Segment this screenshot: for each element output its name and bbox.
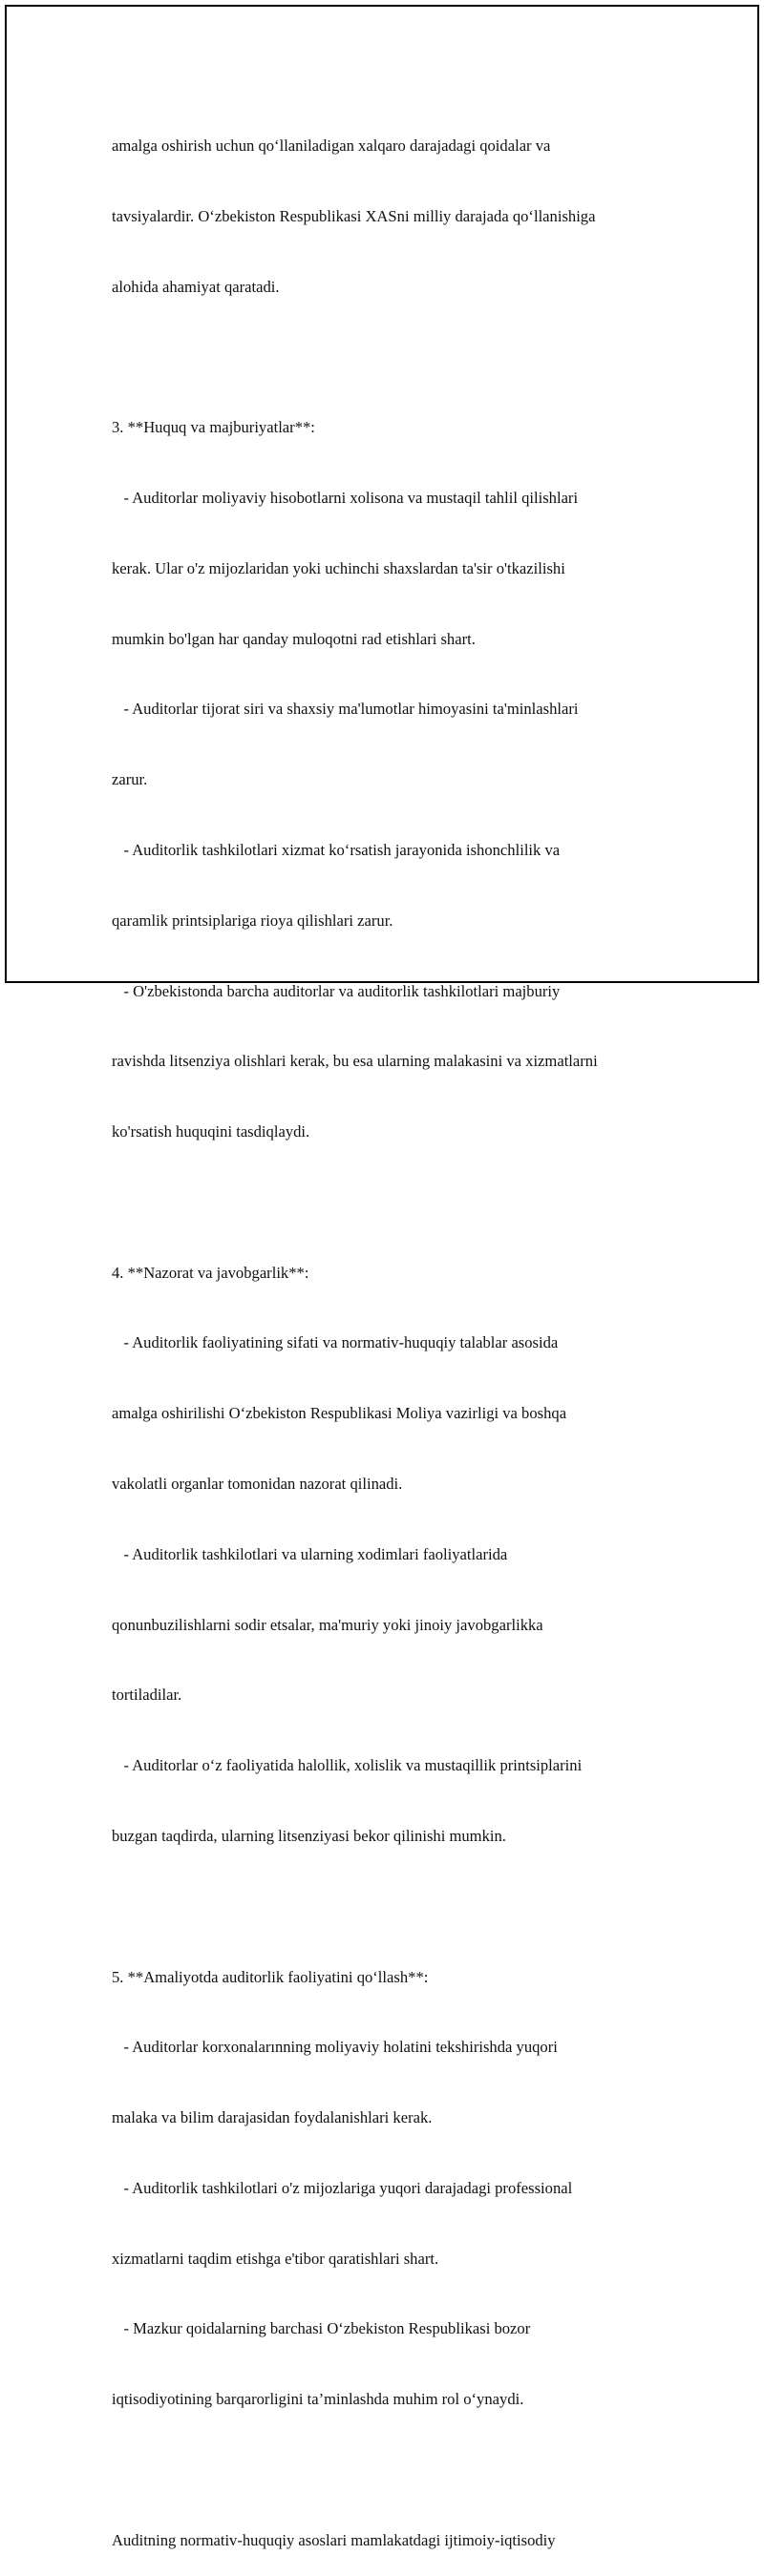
section-heading: 3. **Huquq va majburiyatlar**: xyxy=(112,418,315,437)
section-heading: 4. **Nazorat va javobgarlik**: xyxy=(112,1263,309,1282)
text-line: - Mazkur qoidalarning barchasi O‘zbekiston Respublikasi bozor xyxy=(112,2319,531,2338)
text-line: tortiladilar. xyxy=(112,1686,182,1705)
blank-line xyxy=(112,1895,675,1919)
text-line: mumkin bo'lgan har qanday muloqotni rad etishlari shart. xyxy=(112,629,476,648)
section-heading: 5. **Amaliyotda auditorlik faoliyatini qo‘llash**: xyxy=(112,1967,429,1986)
text-line: - Auditorlar korxonalarınning moliyaviy holatini tekshirishda yuqori xyxy=(112,2038,558,2057)
text-line: zarur. xyxy=(112,770,148,789)
blank-line xyxy=(112,346,675,370)
text-line: vakolatli organlar tomonidan nazorat qilinadi. xyxy=(112,1475,403,1494)
text-line: ko'rsatish huquqini tasdiqlaydi. xyxy=(112,1122,310,1141)
text-line: tavsiyalardir. O‘zbekiston Respublikasi XASni milliy darajada qo‘llanishiga xyxy=(112,206,596,225)
text-line: iqtisodiyotining barqarorligini ta’minlashda muhim rol o‘ynaydi. xyxy=(112,2390,524,2409)
text-line: buzgan taqdirda, ularning litsenziyasi bekor qilinishi mumkin. xyxy=(112,1826,506,1845)
text-line: alohida ahamiyat qaratadi. xyxy=(112,277,280,296)
text-line: qaramlik printsiplariga rioya qilishlari zarur. xyxy=(112,911,393,930)
text-line: - Auditorlar tijorat siri va shaxsiy ma'lumotlar himoyasini ta'minlashlari xyxy=(112,700,579,719)
text-line: ravishda litsenziya olishlari kerak, bu esa ularning malakasini va xizmatlarni xyxy=(112,1052,598,1071)
blank-line xyxy=(112,2459,675,2482)
text-line: - O'zbekistonda barcha auditorlar va auditorlik tashkilotlari majburiy xyxy=(112,981,561,1000)
text-line: kerak. Ular o'z mijozlaridan yoki uchinchi shaxslardan ta'sir o'tkazilishi xyxy=(112,558,565,577)
text-line: amalga oshirilishi O‘zbekiston Respublikasi Moliya vazirligi va boshqa xyxy=(112,1404,567,1423)
text-line: malaka va bilim darajasidan foydalanishlari kerak. xyxy=(112,2108,433,2127)
text-line: amalga oshirish uchun qo‘llaniladigan xalqaro darajadagi qoidalar va xyxy=(112,136,551,156)
document-body xyxy=(112,88,675,2576)
text-line: - Auditorlik tashkilotlari xizmat ko‘rsatish jarayonida ishonchlilik va xyxy=(112,841,561,859)
text-line: qonunbuzilishlarni sodir etsalar, ma'muriy yoki jinoiy javobgarlikka xyxy=(112,1615,543,1634)
blank-line xyxy=(112,1191,675,1215)
text-line: - Auditorlik tashkilotlari o'z mijozlariga yuqori darajadagi professional xyxy=(112,2178,573,2197)
text-line: - Auditorlar o‘z faoliyatida halollik, xolislik va mustaqillik printsiplarini xyxy=(112,1756,583,1775)
text-line: - Auditorlik tashkilotlari va ularning xodimlari faoliyatlarida xyxy=(112,1544,508,1563)
text-line: - Auditorlik faoliyatining sifati va normativ-huquqiy talablar asosida xyxy=(112,1333,559,1352)
text-line: xizmatlarni taqdim etishga e'tibor qaratishlari shart. xyxy=(112,2249,439,2268)
text-line: Auditning normativ-huquqiy asoslari mamlakatdagi ijtimoiy-iqtisodiy xyxy=(112,2530,556,2549)
text-line: - Auditorlar moliyaviy hisobotlarni xolisona va mustaqil tahlil qilishlari xyxy=(112,489,579,508)
